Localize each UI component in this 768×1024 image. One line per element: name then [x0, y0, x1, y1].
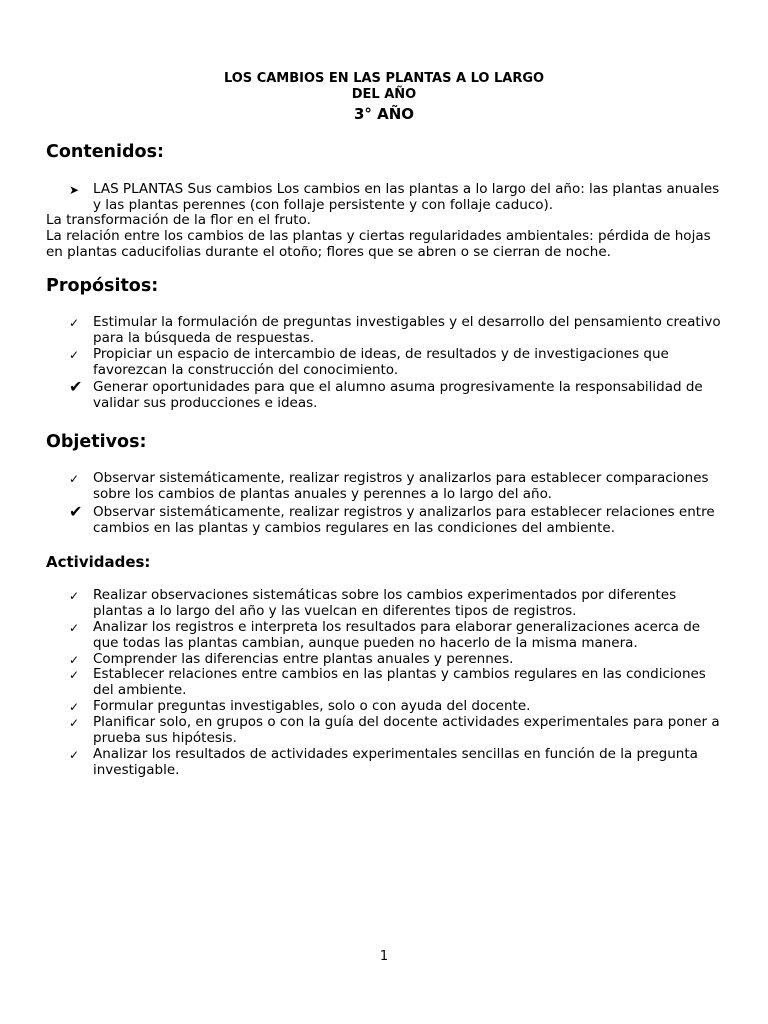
check-icon: ✓	[69, 700, 80, 714]
document-title-line-1: LOS CAMBIOS EN LAS PLANTAS A LO LARGO	[223, 71, 545, 86]
actividades-heading: Actividades:	[46, 553, 151, 571]
propositos-item: Generar oportunidades para que el alumno asuma progresivamente la responsabilidad de validar sus producciones e ideas.	[93, 379, 703, 411]
propositos-item: Propiciar un espacio de intercambio de ideas, de resultados y de investigaciones que favorezcan la construcción del conocimiento.	[93, 346, 669, 378]
propositos-item: Estimular la formulación de preguntas investigables y el desarrollo del pensamiento creativo para la búsqueda de respuestas.	[93, 314, 721, 346]
actividades-item: Analizar los resultados de actividades experimentales sencillas en función de la pregunta investigable.	[93, 746, 698, 778]
check-icon: ✓	[69, 653, 80, 667]
page-number: 1	[379, 949, 389, 964]
actividades-item: Formular preguntas investigables, solo o con ayuda del docente.	[93, 698, 531, 714]
actividades-item: Comprender las diferencias entre plantas anuales y perennes.	[93, 651, 514, 667]
check-icon: ✓	[69, 348, 80, 362]
check-icon: ✓	[69, 621, 80, 635]
propositos-heading: Propósitos:	[46, 276, 159, 296]
objetivos-heading: Objetivos:	[46, 432, 147, 452]
check-icon: ✓	[69, 316, 80, 330]
check-icon: ✓	[69, 589, 80, 603]
check-icon: ✔	[69, 502, 83, 521]
contenidos-paragraph: La relación entre los cambios de las plantas y ciertas regularidades ambientales: pérdida de hojas en plantas caducifolias durante el otoño; flores que se abren o se cierran de noche.	[46, 228, 711, 260]
contenidos-paragraph: La transformación de la flor en el fruto.	[46, 212, 311, 228]
contenidos-item: LAS PLANTAS Sus cambios Los cambios en las plantas a lo largo del año: las plantas anuales y las plantas perennes (con follaje persistente y con follaje caduco).	[93, 181, 720, 213]
actividades-item: Analizar los registros e interpreta los resultados para elaborar generalizaciones acerca de que todas las plantas cambian, aunque pueden no hacerlo de la misma manera.	[93, 619, 701, 651]
contenidos-heading: Contenidos:	[46, 142, 164, 162]
objetivos-item: Observar sistemáticamente, realizar registros y analizarlos para establecer relaciones entre cambios en las plantas y cambios regulares en las condiciones del ambiente.	[93, 504, 715, 536]
grade-label: 3° AÑO	[353, 105, 415, 123]
actividades-item: Planificar solo, en grupos o con la guía del docente actividades experimentales para poner a prueba sus hipótesis.	[93, 714, 720, 746]
document-title-line-2: DEL AÑO	[351, 87, 417, 102]
arrowhead-bullet-icon: ➤	[69, 183, 80, 197]
objetivos-item: Observar sistemáticamente, realizar registros y analizarlos para establecer comparaciones sobre los cambios de plantas anuales y perennes a lo largo del año.	[93, 470, 709, 502]
check-icon: ✓	[69, 472, 80, 486]
check-icon: ✓	[69, 716, 80, 730]
check-icon: ✓	[69, 748, 80, 762]
actividades-item: Realizar observaciones sistemáticas sobre los cambios experimentados por diferentes plantas a lo largo del año y las vuelcan en diferentes tipos de registros.	[93, 587, 677, 619]
check-icon: ✔	[69, 377, 83, 396]
check-icon: ✓	[69, 668, 80, 682]
actividades-item: Establecer relaciones entre cambios en las plantas y cambios regulares en las condiciones del ambiente.	[93, 666, 706, 698]
